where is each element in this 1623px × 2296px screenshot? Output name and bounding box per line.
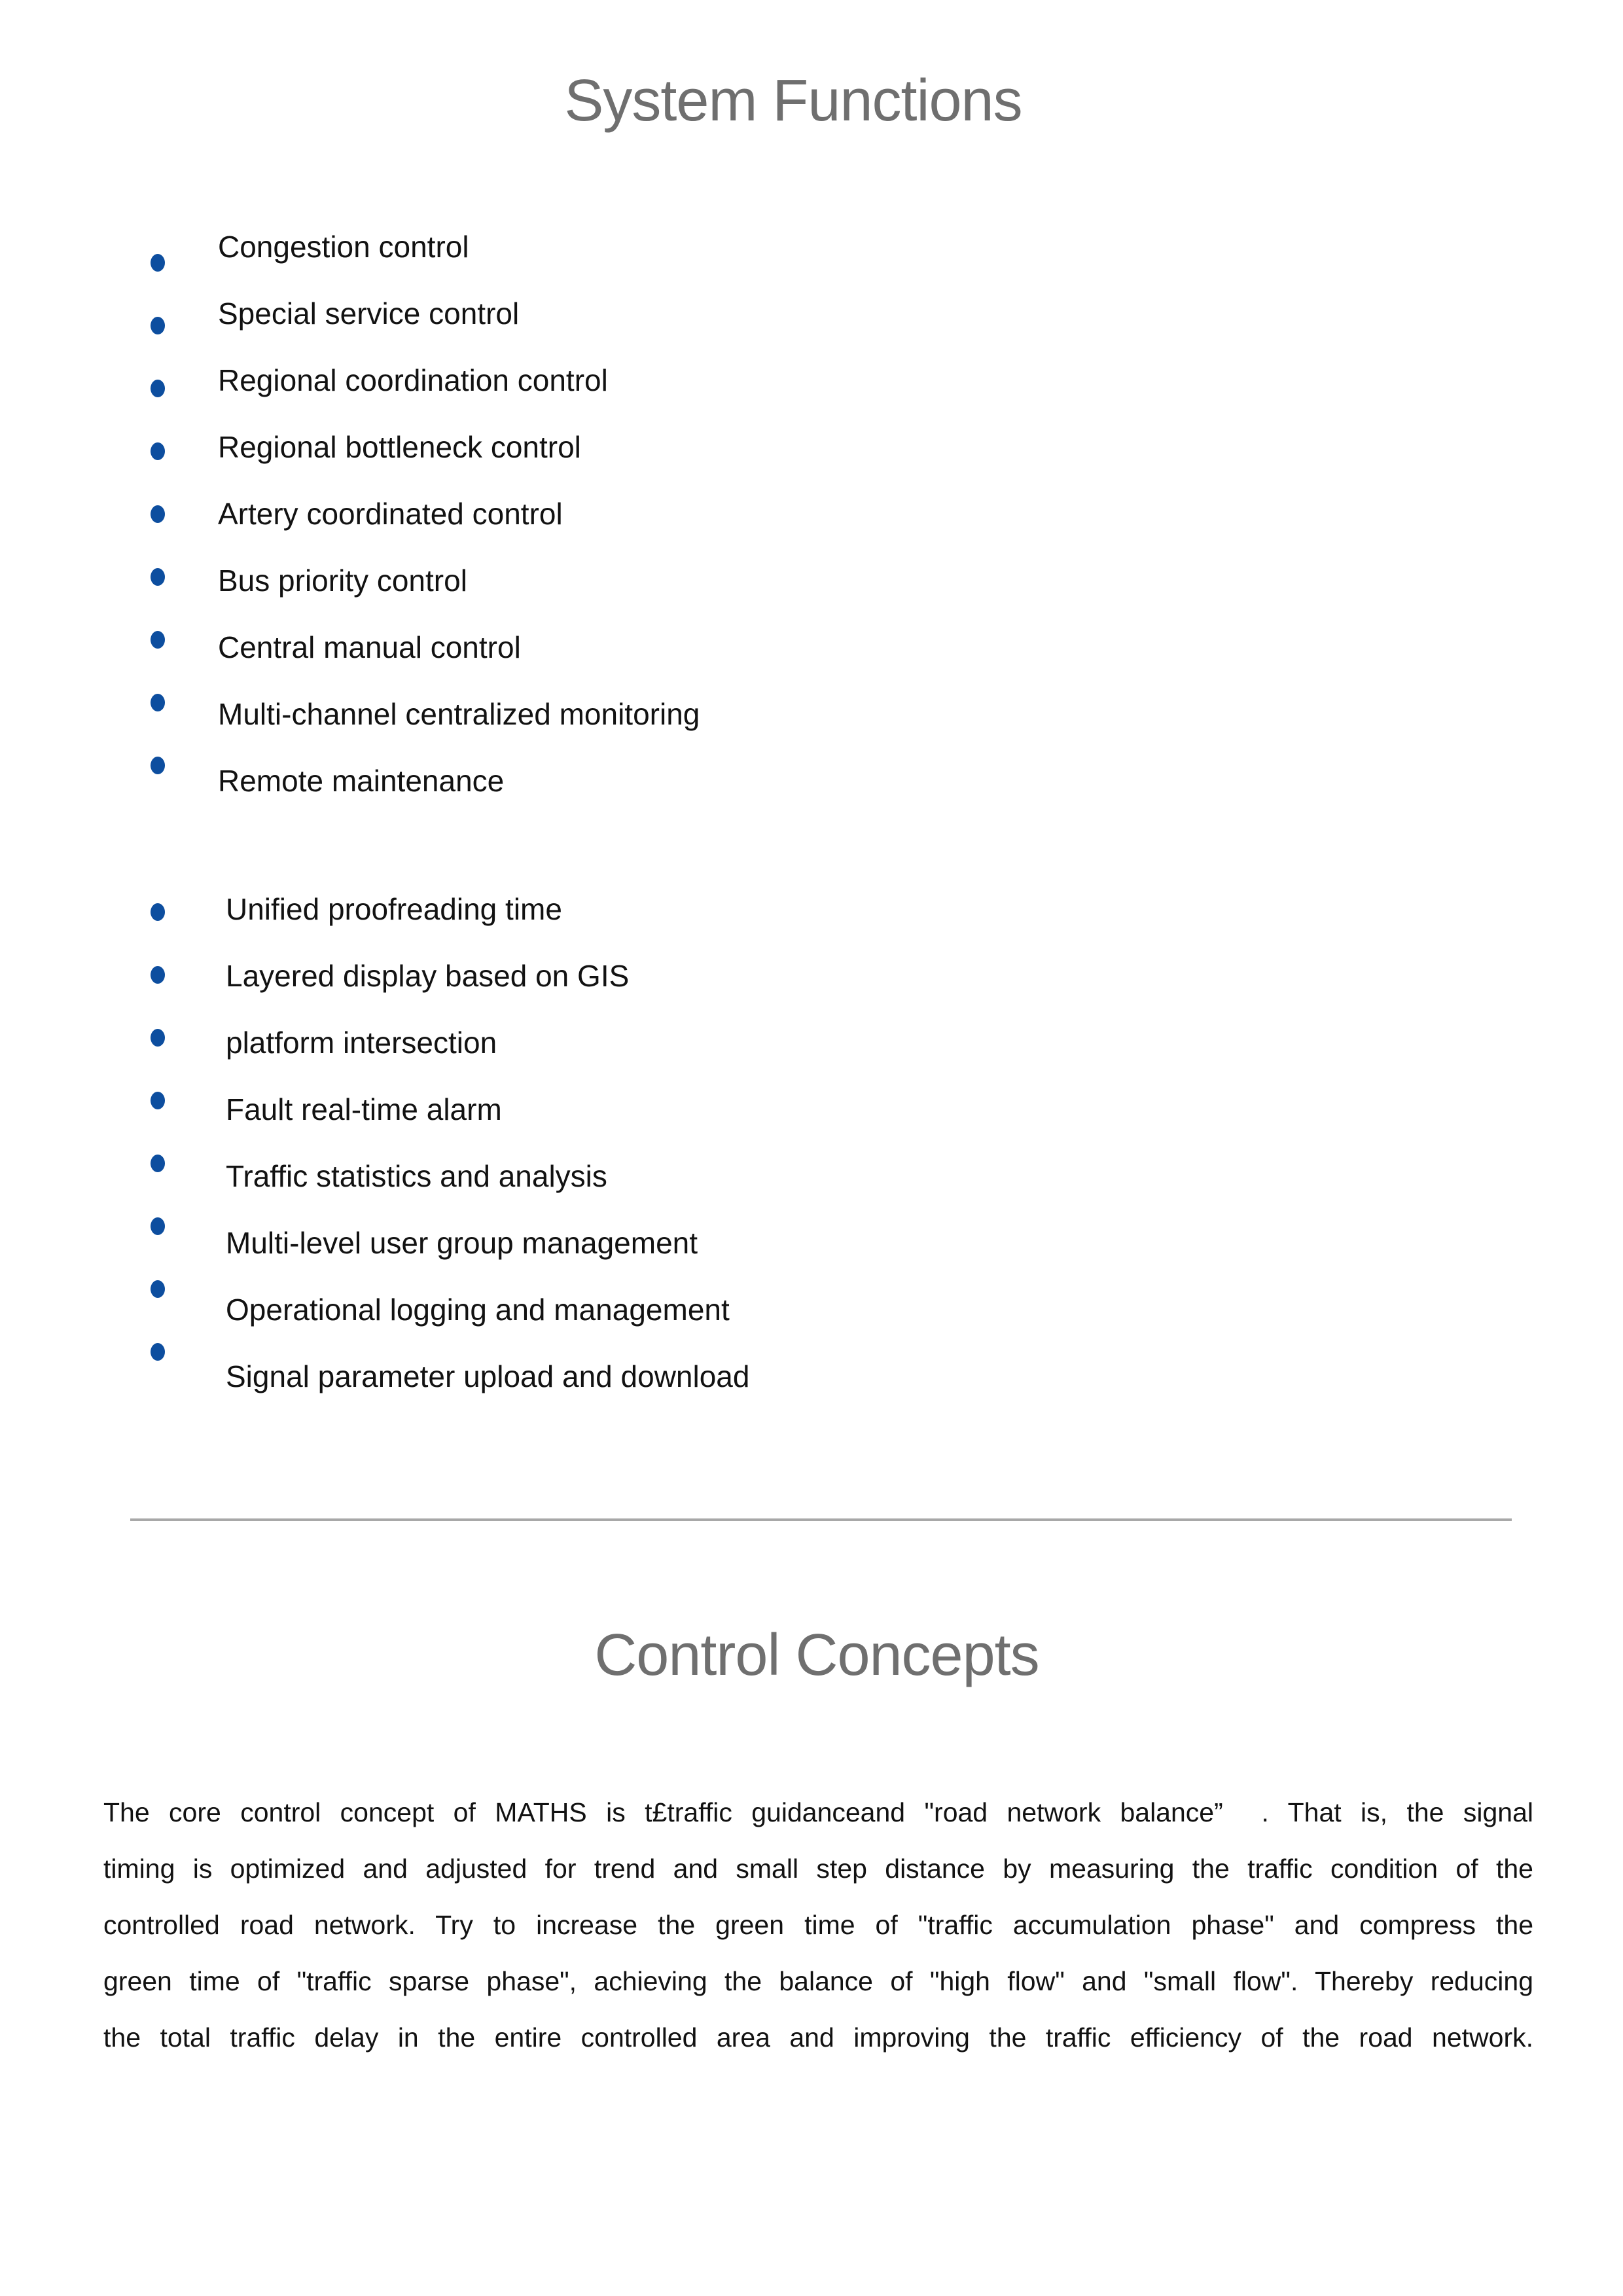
list-item: [151, 681, 700, 747]
list-item: [151, 547, 700, 614]
list-item: [151, 1210, 749, 1276]
list-item-label: Signal parameter upload and download: [226, 1359, 750, 1393]
bullet-icon: [151, 505, 165, 523]
list-item-label: Multi-channel centralized monitoring: [218, 697, 700, 731]
list-item: [151, 1009, 749, 1076]
list-item: [151, 414, 700, 480]
bullet-icon: [151, 380, 165, 397]
list-item-label: Congestion control: [218, 230, 469, 264]
list-item-label: Traffic statistics and analysis: [226, 1159, 607, 1193]
bullet-icon: [151, 1280, 165, 1298]
list-item: [151, 876, 749, 942]
list-item: [151, 213, 700, 280]
list-item: [151, 1143, 749, 1210]
bullet-icon: [151, 694, 165, 711]
bullet-icon: [151, 1343, 165, 1361]
list-item-label: Multi-level user group management: [226, 1226, 698, 1260]
list-item-label: Layered display based on GIS: [226, 959, 630, 993]
list-item-label: Fault real-time alarm: [226, 1092, 502, 1126]
list-item: [151, 747, 700, 814]
list-item: [151, 1343, 749, 1410]
list-item-label: Unified proofreading time: [226, 892, 562, 926]
paragraph-line: timing is optimized and adjusted for trend and small step distance by measuring the traffic condition of the: [103, 1854, 1533, 1884]
list-item: [151, 1076, 749, 1143]
list-item-label: Special service control: [218, 296, 520, 331]
bullet-icon: [151, 568, 165, 586]
paragraph-line: controlled road network. Try to increase the green time of "traffic accumulation phase" and compress the: [103, 1910, 1533, 1940]
section-divider: [130, 1518, 1512, 1521]
list-item: [151, 942, 749, 1009]
bullet-icon: [151, 903, 165, 921]
page-title-system-functions: System Functions: [564, 68, 1022, 134]
control-concepts-paragraph: [103, 1784, 1533, 2066]
list-item: [151, 280, 700, 347]
bullet-icon: [151, 1092, 165, 1109]
list-item-label: Remote maintenance: [218, 764, 505, 798]
list-item: [151, 1276, 749, 1343]
bullet-icon: [151, 757, 165, 774]
list-item-label: Bus priority control: [218, 564, 467, 598]
bullet-icon: [151, 1029, 165, 1047]
list-item: [151, 347, 700, 414]
bullet-icon: [151, 442, 165, 460]
bullet-icon: [151, 631, 165, 649]
page-title-control-concepts: Control Concepts: [594, 1623, 1039, 1688]
bullet-icon: [151, 966, 165, 984]
paragraph-line: The core control concept of MATHS is t£traffic guidanceand "road network balance” . That is, the signal: [103, 1797, 1533, 1827]
list-item: [151, 480, 700, 547]
list-item-label: platform intersection: [226, 1026, 497, 1060]
bullet-icon: [151, 317, 165, 334]
list-item-label: Operational logging and management: [226, 1293, 730, 1327]
list-item-label: Central manual control: [218, 630, 521, 664]
paragraph-line: green time of "traffic sparse phase", achieving the balance of "high flow" and "small flow". Thereby reducing: [103, 1966, 1533, 1996]
bullet-icon: [151, 1155, 165, 1172]
bullet-icon: [151, 1217, 165, 1235]
paragraph-line: the total traffic delay in the entire controlled area and improving the traffic efficiency of the road network.: [103, 2022, 1533, 2053]
list-item-label: Regional bottleneck control: [218, 430, 581, 464]
bullet-icon: [151, 254, 165, 272]
list-item: [151, 614, 700, 681]
system-functions-list: [151, 213, 700, 814]
list-item-label: Regional coordination control: [218, 363, 608, 397]
list-item-label: Artery coordinated control: [218, 497, 563, 531]
platform-functions-list: [151, 876, 749, 1410]
